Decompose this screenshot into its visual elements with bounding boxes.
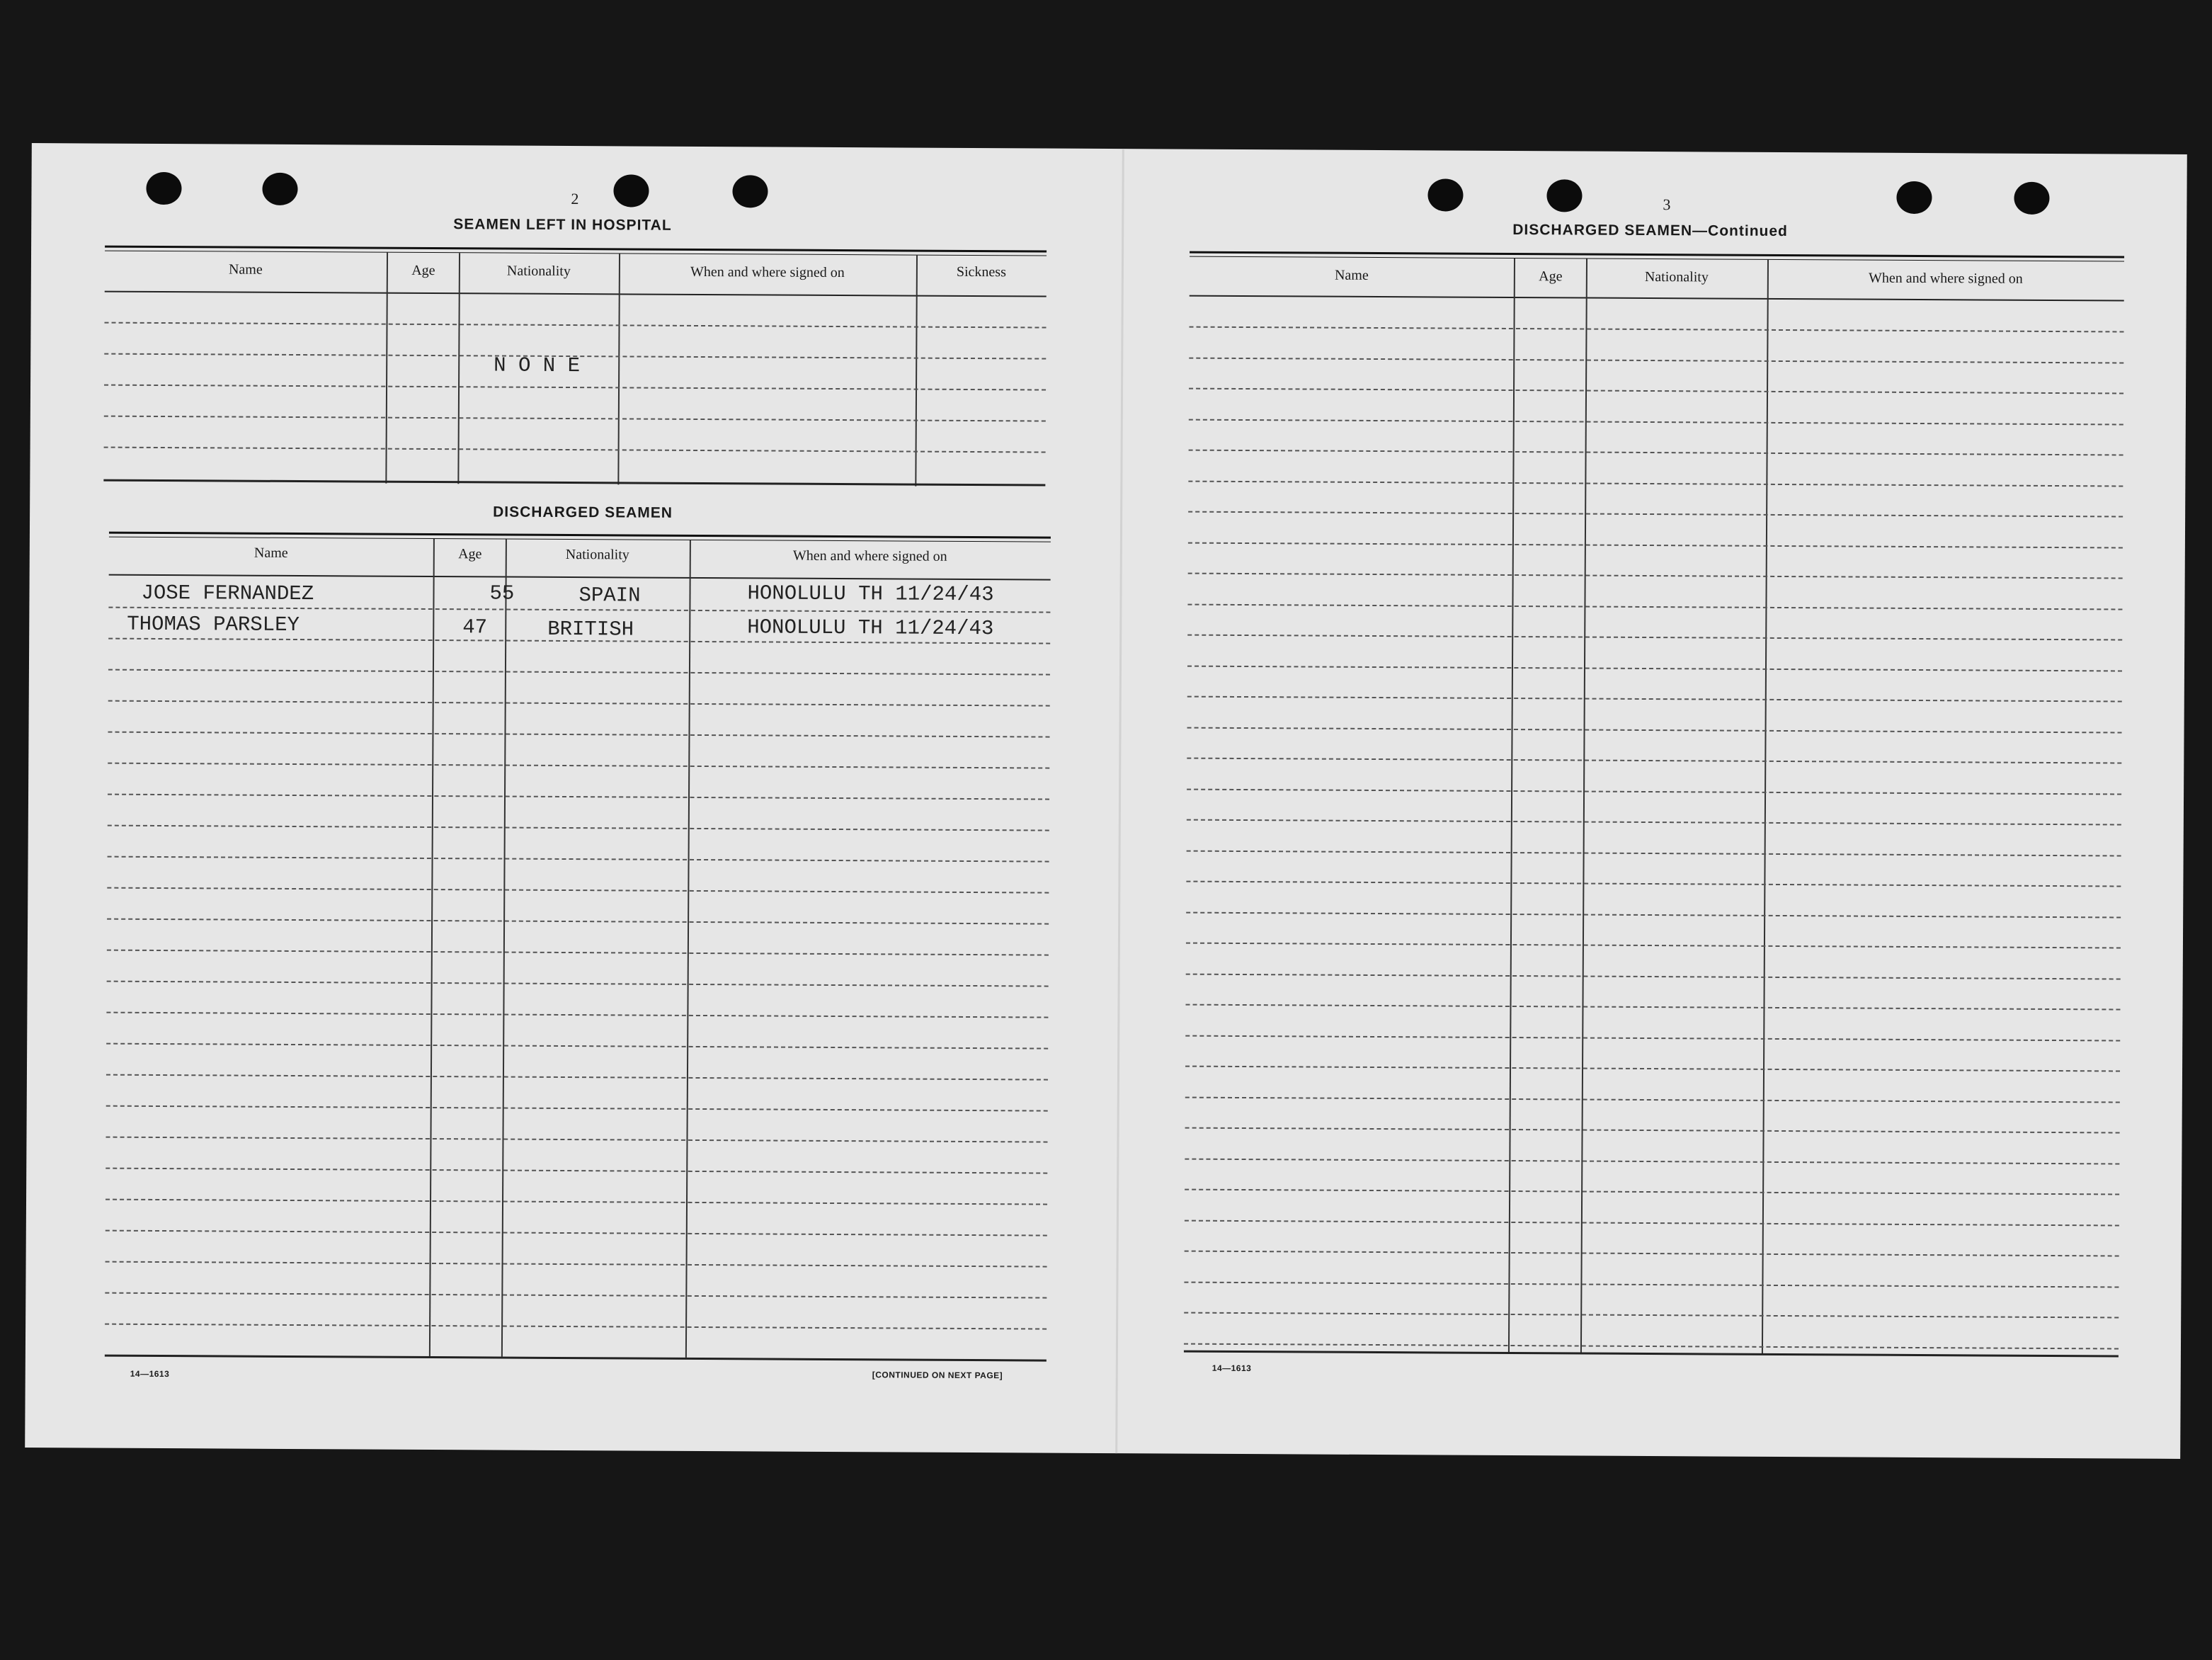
left-form-number: 14—1613 xyxy=(130,1368,170,1380)
seaman-name: JOSE FERNANDEZ xyxy=(141,581,314,606)
punch-hole xyxy=(1427,178,1463,211)
header-name: Name xyxy=(1334,267,1369,283)
row-line xyxy=(106,1199,1047,1205)
row-line xyxy=(1188,511,2123,518)
row-line xyxy=(106,1137,1047,1143)
header-nationality: Nationality xyxy=(506,263,571,280)
open-form-spread xyxy=(25,143,2187,1459)
row-line xyxy=(1188,573,2123,579)
top-rule xyxy=(109,532,1051,539)
seaman-signed-on: HONOLULU TH 11/24/43 xyxy=(747,615,994,641)
row-line xyxy=(105,1292,1047,1299)
row-line xyxy=(1188,542,2123,548)
row-line xyxy=(1187,819,2121,826)
header-name: Name xyxy=(253,545,288,561)
header-signed-on: When and where signed on xyxy=(690,263,845,281)
row-line xyxy=(107,887,1049,894)
page-fold xyxy=(1115,149,1124,1453)
row-line xyxy=(106,1105,1048,1112)
row-line xyxy=(1187,788,2121,795)
discharged-table xyxy=(105,532,1051,1365)
row-line xyxy=(108,669,1050,676)
discharged-continued-table xyxy=(1184,251,2124,1361)
bottom-rule xyxy=(105,1355,1047,1362)
right-section-title: DISCHARGED SEAMEN—Continued xyxy=(1512,221,1788,240)
top-rule xyxy=(1190,251,2124,258)
row-line xyxy=(107,950,1049,956)
row-line xyxy=(1187,635,2122,641)
continued-note: [CONTINUED ON NEXT PAGE] xyxy=(872,1370,1003,1381)
punch-hole xyxy=(146,172,181,205)
row-line xyxy=(1187,850,2121,856)
seaman-name: THOMAS PARSLEY xyxy=(127,612,300,637)
column-divider xyxy=(501,540,507,1357)
row-line xyxy=(1186,881,2121,887)
seaman-age: 55 xyxy=(489,581,515,606)
hospital-section-title: SEAMEN LEFT IN HOSPITAL xyxy=(453,216,672,234)
punch-hole xyxy=(1546,179,1582,212)
row-line xyxy=(1185,1066,2120,1072)
row-line xyxy=(1190,326,2124,333)
row-line xyxy=(1187,727,2122,733)
punch-hole xyxy=(613,174,649,207)
row-line xyxy=(108,825,1049,831)
row-line xyxy=(104,385,1046,391)
row-line xyxy=(104,447,1046,453)
top-rule xyxy=(105,246,1047,253)
row-line xyxy=(108,763,1049,769)
row-line xyxy=(1184,1312,2119,1319)
row-line xyxy=(1185,1189,2119,1195)
row-line xyxy=(1184,1343,2119,1349)
row-line xyxy=(106,1074,1048,1081)
row-line xyxy=(108,607,1050,613)
row-line xyxy=(1187,758,2121,764)
seaman-age: 47 xyxy=(462,615,488,639)
row-line xyxy=(106,1261,1047,1268)
row-line xyxy=(1187,696,2122,703)
header-age: Age xyxy=(1539,268,1563,285)
row-line xyxy=(106,1012,1048,1018)
header-nationality: Nationality xyxy=(565,546,629,563)
row-line xyxy=(1184,1281,2119,1287)
seaman-signed-on: HONOLULU TH 11/24/43 xyxy=(747,581,994,607)
row-line xyxy=(104,416,1046,422)
punch-hole xyxy=(1896,181,1932,214)
header-age: Age xyxy=(458,546,482,562)
row-line xyxy=(108,700,1050,707)
row-line xyxy=(108,856,1049,863)
punch-hole xyxy=(2014,182,2049,215)
row-line xyxy=(108,732,1049,738)
row-line xyxy=(1185,1035,2120,1041)
row-line xyxy=(1186,943,2121,949)
header-signed-on: When and where signed on xyxy=(792,547,947,564)
row-line xyxy=(105,322,1047,329)
right-page-number: 3 xyxy=(1663,195,1671,214)
row-line xyxy=(1185,1220,2119,1226)
row-line xyxy=(1189,450,2123,456)
right-form-number: 14—1613 xyxy=(1212,1363,1252,1374)
column-divider xyxy=(685,540,691,1358)
row-line xyxy=(108,794,1049,800)
row-line xyxy=(1185,1251,2119,1257)
column-divider xyxy=(1762,260,1769,1355)
seaman-nationality: BRITISH xyxy=(547,617,634,642)
row-line xyxy=(1186,973,2121,979)
row-line xyxy=(106,1043,1048,1050)
row-line xyxy=(1185,1096,2120,1103)
row-line xyxy=(1189,419,2123,425)
bottom-rule xyxy=(1184,1351,2119,1358)
hospital-none-entry: N O N E xyxy=(494,353,581,378)
discharged-section-title: DISCHARGED SEAMEN xyxy=(493,504,673,521)
column-divider xyxy=(1580,259,1587,1354)
row-line xyxy=(105,1324,1047,1330)
row-line xyxy=(1189,357,2123,363)
punch-hole xyxy=(732,175,768,208)
row-line xyxy=(1187,603,2122,610)
header-rule xyxy=(105,291,1047,297)
left-page-number: 2 xyxy=(571,190,579,208)
row-line xyxy=(1185,1127,2120,1134)
bottom-rule xyxy=(103,479,1045,487)
punch-hole xyxy=(262,173,297,205)
seaman-nationality: SPAIN xyxy=(578,584,641,608)
header-sickness: Sickness xyxy=(956,263,1006,280)
row-line xyxy=(106,1230,1047,1237)
column-divider xyxy=(1508,258,1515,1353)
hospital-table xyxy=(103,246,1047,491)
column-divider xyxy=(429,539,435,1356)
row-line xyxy=(1185,1004,2120,1011)
header-nationality: Nationality xyxy=(1644,268,1709,285)
header-rule xyxy=(1190,295,2124,302)
row-line xyxy=(1188,480,2123,487)
row-line xyxy=(1189,388,2123,394)
header-name: Name xyxy=(228,261,263,278)
row-line xyxy=(1186,911,2121,918)
row-line xyxy=(107,981,1049,987)
row-line xyxy=(1185,1158,2119,1164)
row-line xyxy=(1187,665,2122,671)
header-rule xyxy=(109,574,1051,581)
row-line xyxy=(106,1168,1047,1174)
header-signed-on: When and where signed on xyxy=(1868,270,2023,287)
header-age: Age xyxy=(411,262,435,279)
row-line xyxy=(107,919,1049,925)
